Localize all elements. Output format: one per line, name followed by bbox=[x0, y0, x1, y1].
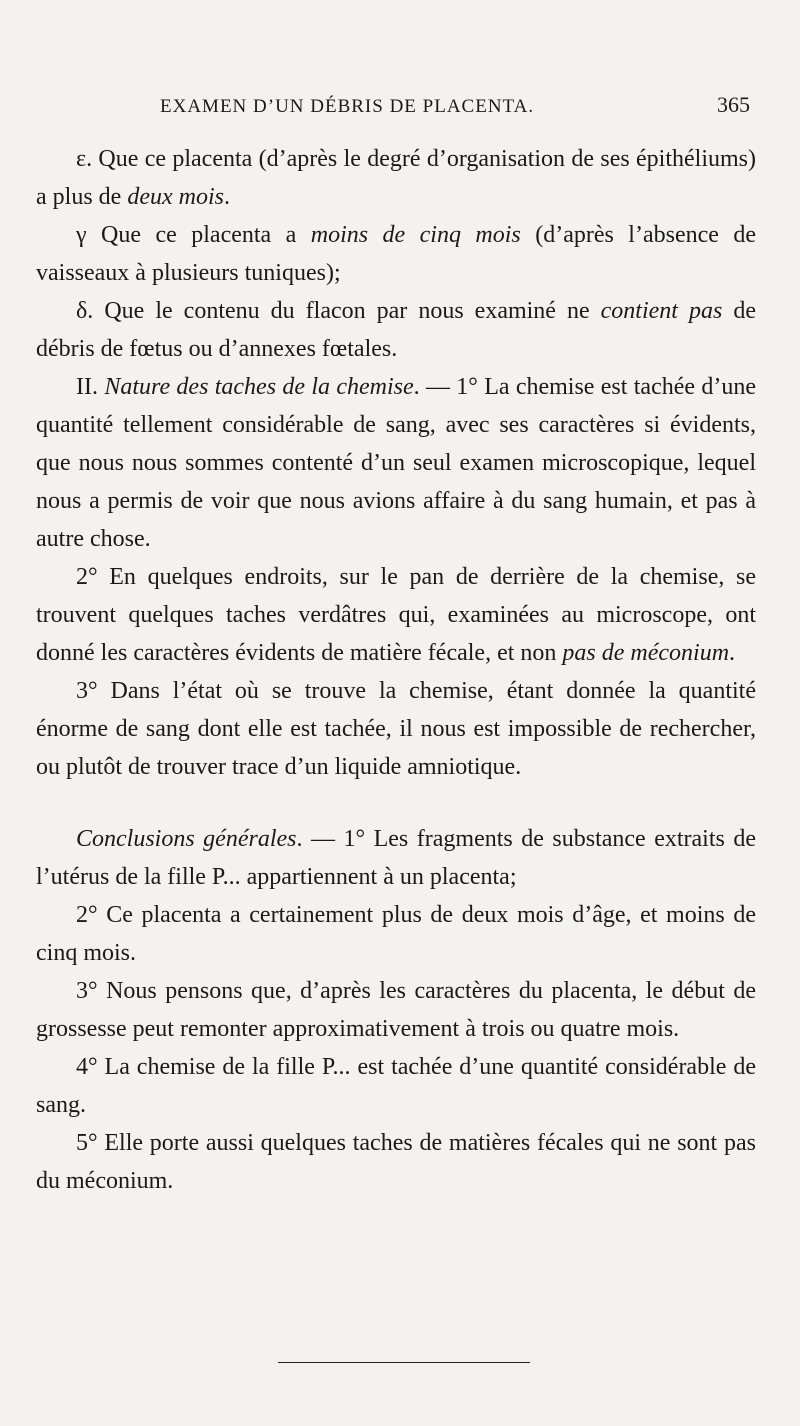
paragraph bbox=[36, 140, 756, 216]
paragraph bbox=[36, 896, 756, 972]
italic-run: pas de méconium bbox=[562, 640, 730, 666]
text-run: 2° En quelques endroits, sur le pan de derrière de la chemise, se trouvent quelques taches verdâtres qui, examinées au microscope, ont donné les caractères évidents de matière fécale, et non bbox=[36, 564, 756, 666]
page-number: 365 bbox=[717, 92, 750, 117]
text-run: γ Que ce placenta a bbox=[76, 222, 311, 248]
paragraph bbox=[36, 1124, 756, 1200]
paragraph bbox=[36, 368, 756, 558]
paragraph bbox=[36, 1048, 756, 1124]
text-run: . bbox=[729, 640, 736, 666]
text-run: . — 1° Les fragments de substance extraits de l’utérus de la fille P... appartiennent à un placenta; bbox=[36, 826, 757, 890]
paragraph bbox=[36, 558, 756, 672]
text-run: . — 1° La chemise est tachée d’une quantité tellement considérable de sang, avec ses caractères si évidents, que nous nous sommes contenté d’un seul examen microscopique, lequel nous a permis de voir que nous avions affaire à du sang humain, et pas à autre chose. bbox=[36, 374, 757, 552]
text-run: 4° La chemise de la fille P... est tachée d’une quantité considérable de sang. bbox=[36, 1054, 756, 1118]
text-run: 5° Elle porte aussi quelques taches de matières fécales qui ne sont pas du méconium. bbox=[36, 1130, 756, 1194]
text-run: δ. Que le contenu du flacon par nous examiné ne bbox=[76, 298, 601, 324]
paragraph bbox=[36, 972, 756, 1048]
italic-run: deux mois bbox=[127, 184, 224, 210]
text-run: II. bbox=[76, 374, 105, 400]
paragraph bbox=[36, 672, 756, 786]
paragraph bbox=[36, 292, 756, 368]
text-run: . bbox=[223, 184, 230, 210]
text-run: de débris de fœtus ou d’annexes fœtales. bbox=[36, 298, 756, 362]
footnote-rule bbox=[278, 1362, 530, 1363]
paragraph bbox=[36, 216, 756, 292]
italic-run: Nature des taches de la chemise bbox=[104, 374, 414, 400]
page-header bbox=[160, 92, 750, 128]
italic-run: Conclusions générales bbox=[76, 826, 297, 852]
body-text bbox=[36, 140, 756, 1200]
italic-run: moins de cinq mois bbox=[310, 222, 521, 248]
running-title: EXAMEN D’UN DÉBRIS DE PLACENTA. bbox=[160, 96, 535, 117]
text-run: 3° Nous pensons que, d’après les caractères du placenta, le début de grossesse peut remonter approximativement à trois ou quatre mois. bbox=[36, 978, 756, 1042]
text-run: 2° Ce placenta a certainement plus de deux mois d’âge, et moins de cinq mois. bbox=[36, 902, 756, 966]
text-run: 3° Dans l’état où se trouve la chemise, étant donnée la quantité énorme de sang dont elle est tachée, il nous est impossible de rechercher, ou plutôt de trouver trace d’un liquide amniotique. bbox=[36, 678, 756, 780]
paragraph bbox=[36, 820, 756, 896]
italic-run: contient pas bbox=[600, 298, 723, 324]
text-run: (d’après l’absence de vaisseaux à plusieurs tuniques); bbox=[36, 222, 756, 286]
text-run: ε. Que ce placenta (d’après le degré d’organisation de ses épithéliums) a plus de bbox=[36, 146, 756, 210]
